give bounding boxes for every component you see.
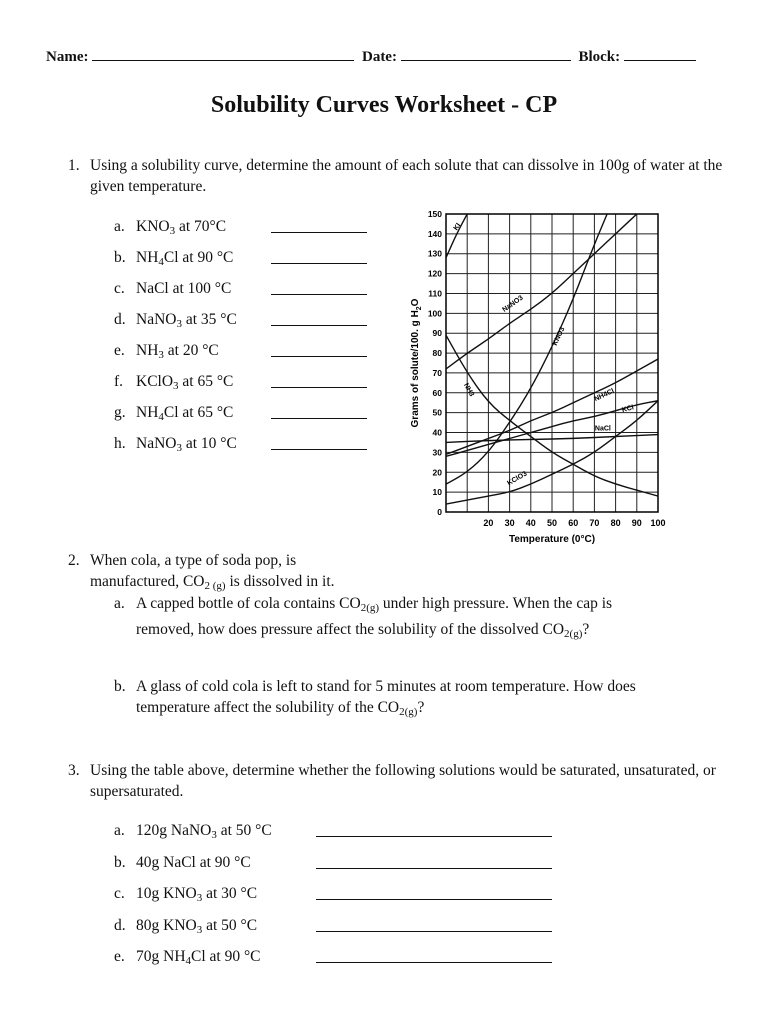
solubility-curve-chart [404,200,678,548]
y-tick-label: 20 [432,467,442,478]
y-tick-label: 10 [432,487,442,498]
question-3-text: Using the table above, determine whether the following solutions would be saturated, unsaturated, or supersaturated. [90,762,716,800]
item-letter: f. [114,373,124,390]
y-tick-label: 30 [432,447,442,458]
y-tick-label: 50 [432,407,442,418]
x-tick-label: 50 [546,518,558,528]
item-letter: d. [114,311,126,328]
x-tick-label: 40 [525,518,536,528]
question-item [114,249,374,280]
question-item [114,948,574,980]
answer-blank[interactable] [271,356,367,357]
item-letter: g. [114,404,126,421]
x-tick-label: 20 [483,518,494,528]
item-label: NaNO$_3$ at 10 °C [136,435,237,454]
item-label: $NH_4Cl$ at 65 °C [136,404,234,423]
question-2a-line-1: A capped bottle of cola contains $CO_{2(g)}$ under high pressure. When the cap is [136,595,613,614]
question-item [114,218,374,249]
question-2a-letter: a. [114,595,125,612]
x-tick-label: 100 [650,518,666,528]
question-1-items [114,218,374,466]
question-3 [68,760,728,802]
item-letter: e. [114,948,125,965]
question-2-line-2: manufactured, $CO_{2 (g)}$ is dissolved in it. [90,573,335,592]
question-2 [68,550,728,597]
curve-ki [446,214,467,258]
question-2a-line-2: removed, how does pressure affect the solubility of the dissolved $CO_{2(g)}$? [136,621,590,640]
question-item [114,404,374,435]
y-tick-label: 120 [427,268,442,279]
question-item [114,885,574,917]
curve-label-nano3: NaNO3 [501,294,525,314]
y-axis-label: Grams of solute/100. g $H_2O$ [410,298,423,428]
question-1-text: Using a solubility curve, determine the amount of each solute that can dissolve in 100g of water at the given temperature. [90,157,723,195]
answer-blank[interactable] [316,868,552,869]
question-item [114,373,374,404]
y-tick-label: 110 [428,288,442,299]
item-letter: a. [114,822,125,839]
curve-label-kclo3: KClO3 [506,470,529,488]
answer-blank[interactable] [271,232,367,233]
answer-blank[interactable] [271,387,367,388]
question-2b-line-1: A glass of cold cola is left to stand for 5 minutes at room temperature. How does [136,678,636,695]
x-tick-label: 60 [568,518,579,528]
item-label: 80g $KNO_3$ at 50 °C [136,916,258,936]
item-label: 10g $KNO_3$ at 30 °C [136,885,258,904]
x-tick-label: 70 [589,518,600,528]
item-label: 40g NaCl at 90 °C [136,853,251,871]
item-letter: b. [114,249,126,266]
block-blank[interactable] [624,48,696,61]
y-tick-label: 140 [427,228,442,239]
answer-blank[interactable] [316,836,552,837]
answer-blank[interactable] [271,325,367,326]
question-1 [68,155,728,197]
question-3-number: 3. [68,762,80,779]
y-tick-label: 90 [432,328,442,339]
curve-label-nacl: NaCl [594,425,611,433]
date-label: Date: [361,49,397,65]
y-tick-label: 40 [432,427,442,438]
question-item [114,854,574,886]
x-axis-label: Temperature (0°C) [508,534,596,545]
question-2-line-1: When cola, a type of soda pop, is [90,552,297,569]
answer-blank[interactable] [271,294,367,295]
item-letter: c. [114,885,125,902]
item-label: NaNO$_3$ at 35 °C [136,311,237,330]
item-label: 70g $NH_4Cl$ at 90 °C [136,948,261,967]
answer-blank[interactable] [271,418,367,419]
question-item [114,435,374,466]
item-letter: c. [114,280,125,297]
question-item [114,917,574,949]
item-label: 120g NaNO$_3$ at 50 °C [136,822,272,841]
curve-label-nh3: NH3 [461,382,476,398]
question-1-number: 1. [68,157,80,174]
curve-label-kno3: KNO3 [551,326,567,347]
y-tick-label: 70 [432,367,442,378]
question-item [114,311,374,342]
item-letter: h. [114,435,126,452]
student-info-header [46,48,696,66]
question-2a [114,593,734,645]
x-tick-label: 80 [610,518,621,528]
item-label: $NH_4Cl$ at 90 °C [136,249,234,268]
item-letter: d. [114,916,126,934]
date-blank[interactable] [401,48,571,61]
curve-label-ki: KI [452,222,463,232]
y-tick-label: 60 [432,387,442,398]
question-2b-letter: b. [114,678,126,695]
block-label: Block: [578,49,621,65]
y-tick-label: 80 [432,348,442,359]
question-2-number: 2. [68,552,80,569]
item-label: $KNO_3$ at 70°C [136,218,227,237]
y-tick-label: 150 [427,209,442,219]
item-letter: e. [114,342,125,359]
page-title: Solubility Curves Worksheet - CP [210,92,558,118]
y-tick-label: 100 [427,308,442,319]
answer-blank[interactable] [271,449,367,450]
question-3-items [114,822,574,980]
curve-label-nh4cl: NH4Cl [593,387,616,404]
name-blank[interactable] [92,48,354,61]
item-letter: a. [114,218,125,235]
item-label: NaCl at 100 °C [136,280,232,297]
item-letter: b. [114,853,126,871]
item-label: KClO$_3$ at 65 °C [136,373,234,392]
answer-blank[interactable] [316,899,552,900]
question-item [114,342,374,373]
y-tick-label: 130 [427,248,442,259]
item-label: $NH_3$ at 20 °C [136,342,219,361]
question-2b-line-2: temperature affect the solubility of the $CO_{2(g)}$? [136,699,425,718]
name-label: Name: [46,49,89,65]
question-2b [114,676,734,723]
answer-blank[interactable] [316,931,552,932]
answer-blank[interactable] [271,263,367,264]
x-tick-label: 30 [504,518,515,528]
y-tick-label: 0 [437,507,442,517]
x-tick-label: 90 [631,518,642,528]
answer-blank[interactable] [316,962,552,963]
question-item [114,822,574,854]
question-item [114,280,374,311]
curve-label-kcl: KCl [621,404,635,415]
